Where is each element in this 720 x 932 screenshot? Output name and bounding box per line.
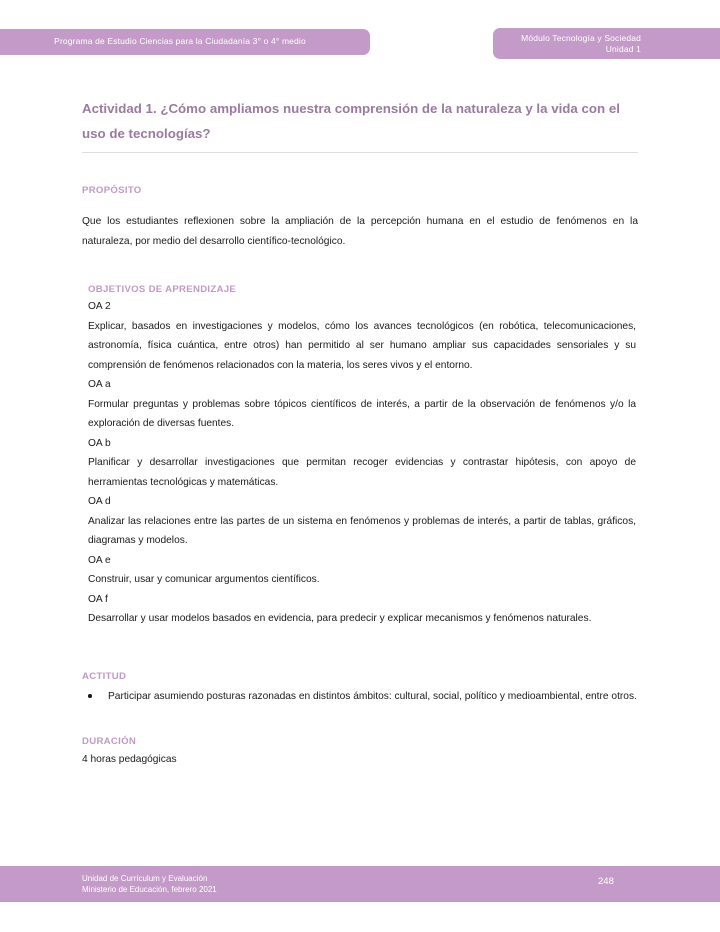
list-item xyxy=(88,492,638,551)
footer-ministry-label: Ministerio de Educación, febrero 2021 xyxy=(82,884,217,894)
oa-code-label: OA b xyxy=(88,437,111,449)
bullet-icon xyxy=(88,694,92,698)
module-name-label: Módulo Tecnología y Sociedad xyxy=(521,33,641,43)
list-item xyxy=(88,590,638,629)
section-proposito xyxy=(82,185,638,251)
oa-description-text: Construir, usar y comunicar argumentos científicos. xyxy=(88,574,320,585)
list-item xyxy=(82,687,638,707)
section-objetivos-aprendizaje xyxy=(82,284,638,629)
module-title-pill xyxy=(493,28,720,59)
list-item xyxy=(88,434,638,493)
oa-description-text: Desarrollar y usar modelos basados en evidencia, para predecir y explicar mecanismos y fenómenos naturales. xyxy=(88,613,592,624)
oa-code-label: OA 2 xyxy=(88,301,111,312)
page-number: 248 xyxy=(598,876,614,887)
objetivos-list xyxy=(88,297,638,629)
unit-name-label: Unidad 1 xyxy=(605,44,641,54)
footer-institution xyxy=(82,874,217,895)
oa-code-label: OA e xyxy=(88,554,111,566)
title-divider xyxy=(82,152,638,153)
page-header xyxy=(0,0,720,92)
oa-description-text: Formular preguntas y problemas sobre tópicos científicos de interés, a partir de la observación de fenómenos y/o la exploración de diversas fuentes. xyxy=(88,398,636,429)
actitud-list xyxy=(82,687,638,707)
section-heading-actitud: ACTITUD xyxy=(82,670,127,682)
oa-description-text: Planificar y desarrollar investigaciones que permitan recoger evidencias y contrastar hipótesis, con apoyo de herramientas tecnológicas y matemáticas. xyxy=(88,457,636,488)
program-title-pill: Programa de Estudio Ciencias para la Ciudadanía 3° o 4° medio xyxy=(0,29,370,55)
page-footer xyxy=(0,866,720,902)
section-actitud xyxy=(82,671,638,707)
oa-code-label: OA d xyxy=(88,496,111,507)
page-title: Actividad 1. ¿Cómo ampliamos nuestra comprensión de la naturaleza y la vida con el uso de tecnologías? xyxy=(82,101,620,141)
document-content xyxy=(82,96,638,770)
section-heading-proposito: PROPÓSITO xyxy=(82,185,142,196)
duracion-text: 4 horas pedagógicas xyxy=(82,754,177,765)
actitud-text: Participar asumiendo posturas razonadas en distintos ámbitos: cultural, social, político y medioambiental, entre otros. xyxy=(108,690,637,702)
section-heading-objetivos: OBJETIVOS DE APRENDIZAJE xyxy=(88,284,237,295)
proposito-text: Que los estudiantes reflexionen sobre la ampliación de la percepción humana en el estudio de fenómenos en la naturaleza, por medio del desarrollo científico-tecnológico. xyxy=(82,216,638,247)
section-heading-duracion: DURACIÓN xyxy=(82,736,137,747)
oa-code-label: OA f xyxy=(88,593,108,605)
list-item xyxy=(88,551,638,590)
section-duracion xyxy=(82,736,638,770)
oa-description-text: Analizar las relaciones entre las partes de un sistema en fenómenos y problemas de interés, a partir de tablas, gráficos, diagramas y modelos. xyxy=(88,515,636,546)
footer-unit-label: Unidad de Currículum y Evaluación xyxy=(82,874,208,883)
oa-description-text: Explicar, basados en investigaciones y modelos, cómo los avances tecnológicos (en robótica, telecomunicaciones, astronomía, física cuántica, entre otros) han permitido al ser humano ampliar sus capacidades sensoriales y su comprensión de fenómenos relacionados con la materia, los seres vivos y el entorno. xyxy=(88,320,636,371)
list-item xyxy=(88,297,638,375)
oa-code-label: OA a xyxy=(88,379,111,390)
list-item xyxy=(88,375,638,434)
